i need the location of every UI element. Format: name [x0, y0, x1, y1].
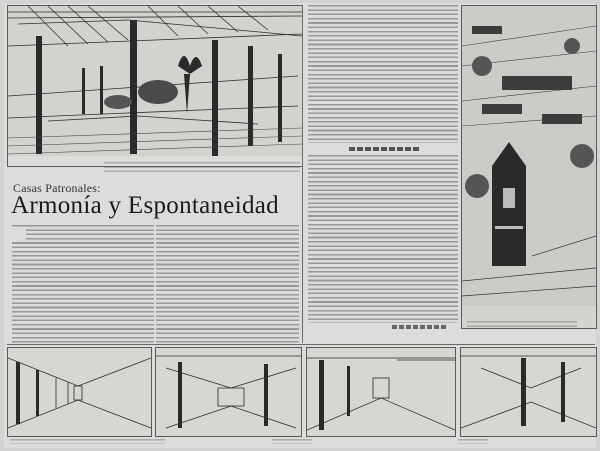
column-divider — [302, 5, 303, 343]
corridor-sketch-4 — [460, 347, 597, 437]
aerial-caption — [467, 321, 577, 327]
body-column-1b — [156, 225, 299, 343]
courtyard-illustration — [7, 5, 303, 167]
author-signature — [392, 325, 448, 329]
strip-caption-3 — [458, 439, 488, 444]
courtyard-caption — [104, 162, 300, 174]
hacienda-aerial-illustration — [461, 5, 597, 329]
body-column-1a — [12, 225, 154, 343]
corridor-sketch-3 — [306, 347, 456, 437]
corridor-sketch-1 — [7, 347, 152, 437]
article-headline: Armonía y Espontaneidad — [11, 192, 279, 219]
body-column-2-bottom — [308, 155, 458, 323]
strip-caption-2 — [272, 439, 312, 444]
drop-cap — [12, 227, 26, 241]
corridor-sketch-2 — [155, 347, 302, 437]
article-kicker: Casas Patronales: — [13, 181, 101, 195]
strip-caption-1 — [10, 439, 165, 444]
newspaper-page — [4, 3, 596, 448]
horizontal-rule — [7, 344, 595, 345]
section-subhead — [319, 146, 454, 152]
body-column-2-top — [308, 5, 458, 143]
